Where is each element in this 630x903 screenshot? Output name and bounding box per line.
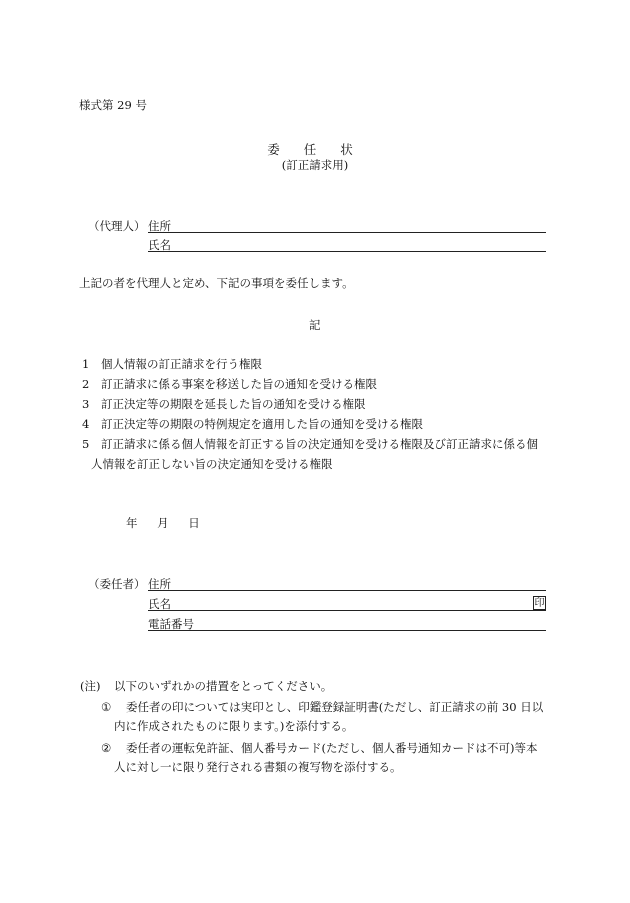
principal-phone-field[interactable] xyxy=(148,630,546,631)
agent-name-label: 氏名 xyxy=(148,238,171,252)
item-number: 5 xyxy=(82,437,90,451)
note-1-line-2: 内に作成されたものに限ります。)を添付する。 xyxy=(114,719,354,733)
form-number: 様式第 29 号 xyxy=(79,98,147,112)
item-text: 訂正請求に係る個人情報を訂正する旨の決定通知を受ける権限及び訂正請求に係る個 xyxy=(101,437,538,451)
note-2-line-1: 委任者の運転免許証、個人番号カード(ただし、個人番号通知カードは不可)等本 xyxy=(126,741,538,755)
item-number: 4 xyxy=(82,417,90,431)
notes-intro: 以下のいずれかの措置をとってください。 xyxy=(114,679,333,693)
note-2-mark: ② xyxy=(101,741,112,755)
item-number: 3 xyxy=(82,397,90,411)
principal-phone-label: 電話番号 xyxy=(148,617,194,631)
item-text: 訂正決定等の期限を延長した旨の通知を受ける権限 xyxy=(101,397,366,411)
note-2-line-2: 人に対し一に限り発行される書類の複写物を添付する。 xyxy=(114,760,402,774)
item-text: 訂正決定等の期限の特例規定を適用した旨の通知を受ける権限 xyxy=(101,417,423,431)
item-number: 1 xyxy=(82,357,90,371)
agent-label: （代理人） xyxy=(88,219,146,233)
note-1-line-1: 委任者の印については実印とし、印鑑登録証明書(ただし、訂正請求の前 30 日以 xyxy=(126,700,544,714)
notes-label: (注) xyxy=(80,679,101,693)
delegation-statement: 上記の者を代理人と定め、下記の事項を委任します。 xyxy=(79,276,354,290)
seal-mark: 印 xyxy=(534,598,545,609)
principal-name-label: 氏名 xyxy=(148,597,171,611)
agent-address-field[interactable] xyxy=(148,232,546,233)
ki-heading: 記 xyxy=(309,318,321,332)
note-1-mark: ① xyxy=(101,700,112,714)
agent-name-field[interactable] xyxy=(148,251,546,252)
principal-address-field[interactable] xyxy=(148,590,546,591)
document-subtitle: (訂正請求用) xyxy=(281,158,349,172)
principal-label: （委任者） xyxy=(88,577,146,591)
principal-address-label: 住所 xyxy=(148,577,171,591)
item-text: 個人情報の訂正請求を行う権限 xyxy=(101,357,262,371)
item-text-continued: 人情報を訂正しない旨の決定通知を受ける権限 xyxy=(91,457,333,471)
date-line: 年 月 日 xyxy=(126,516,208,530)
document-title: 委 任 状 xyxy=(267,142,363,157)
item-text: 訂正請求に係る事案を移送した旨の通知を受ける権限 xyxy=(101,377,377,391)
item-number: 2 xyxy=(82,377,90,391)
agent-address-label: 住所 xyxy=(148,219,171,233)
principal-name-field[interactable] xyxy=(148,610,546,611)
